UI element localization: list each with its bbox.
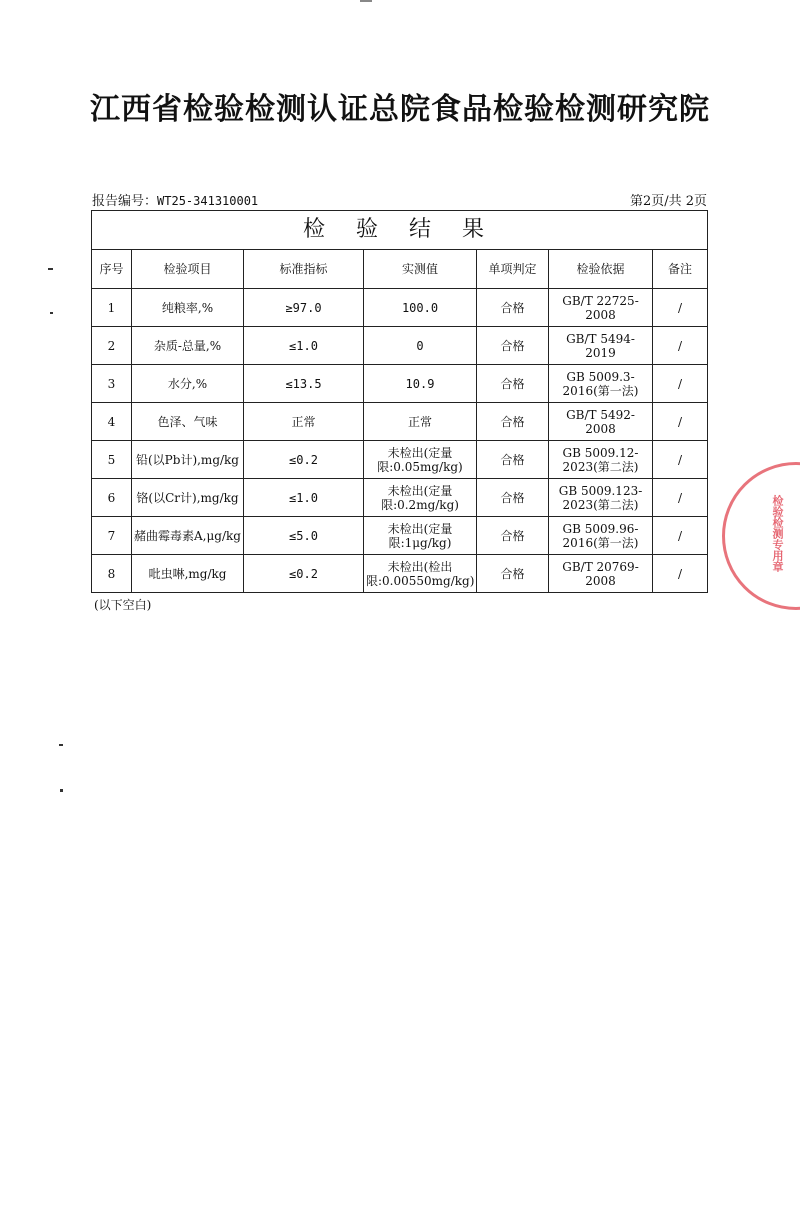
- cell-remark: /: [653, 403, 708, 441]
- cell-item: 铅(以Pb计),mg/kg: [132, 441, 244, 479]
- cell-verdict: 合格: [477, 555, 549, 593]
- column-header: 实测值: [364, 250, 477, 289]
- table-row: [92, 441, 708, 479]
- cell-item: 赭曲霉毒素A,μg/kg: [132, 517, 244, 555]
- cell-measured: 未检出(定量限:1μg/kg): [364, 517, 477, 555]
- report-info-line: [92, 190, 707, 208]
- cell-measured: 正常: [364, 403, 477, 441]
- cell-measured: 未检出(检出限:0.00550mg/kg): [364, 555, 477, 593]
- cell-verdict: 合格: [477, 365, 549, 403]
- cell-basis: GB/T 22725-2008: [549, 289, 653, 327]
- stamp-text: 检验检测专用章: [771, 495, 784, 572]
- report-number-label: 报告编号：: [92, 194, 158, 209]
- scan-speck: [59, 744, 63, 746]
- cell-basis: GB 5009.3-2016(第一法): [549, 365, 653, 403]
- cell-verdict: 合格: [477, 327, 549, 365]
- cell-basis: GB 5009.96-2016(第一法): [549, 517, 653, 555]
- cell-item: 纯粮率,%: [132, 289, 244, 327]
- scan-speck: [50, 312, 53, 314]
- cell-measured: 0: [364, 327, 477, 365]
- cell-verdict: 合格: [477, 289, 549, 327]
- cell-verdict: 合格: [477, 517, 549, 555]
- cell-remark: /: [653, 479, 708, 517]
- cell-no: 7: [92, 517, 132, 555]
- blank-below-note: (以下空白): [94, 598, 152, 612]
- table-row: [92, 289, 708, 327]
- page-title: 江西省检验检测认证总院食品检验检测研究院: [90, 92, 710, 127]
- scan-speck: [360, 0, 372, 2]
- cell-item: 色泽、气味: [132, 403, 244, 441]
- cell-no: 1: [92, 289, 132, 327]
- cell-remark: /: [653, 555, 708, 593]
- table-row: [92, 327, 708, 365]
- table-row: [92, 517, 708, 555]
- cell-measured: 100.0: [364, 289, 477, 327]
- cell-verdict: 合格: [477, 479, 549, 517]
- table-row: [92, 555, 708, 593]
- cell-item: 铬(以Cr计),mg/kg: [132, 479, 244, 517]
- cell-standard: ≥97.0: [244, 289, 364, 327]
- cell-standard: ≤1.0: [244, 479, 364, 517]
- table-row: [92, 365, 708, 403]
- cell-item: 杂质-总量,%: [132, 327, 244, 365]
- cell-measured: 10.9: [364, 365, 477, 403]
- table-row: [92, 403, 708, 441]
- column-header: 备注: [653, 250, 708, 289]
- cell-basis: GB/T 5492-2008: [549, 403, 653, 441]
- column-header: 单项判定: [477, 250, 549, 289]
- cell-verdict: 合格: [477, 403, 549, 441]
- cell-verdict: 合格: [477, 441, 549, 479]
- column-header-row: [92, 250, 708, 289]
- official-stamp: [722, 462, 800, 610]
- report-number-value: WT25-341310001: [157, 194, 259, 208]
- cell-remark: /: [653, 327, 708, 365]
- section-title-row: [92, 211, 708, 250]
- page-indicator: 第2页/共 2页: [629, 194, 707, 209]
- cell-remark: /: [653, 365, 708, 403]
- cell-no: 3: [92, 365, 132, 403]
- cell-standard: ≤0.2: [244, 441, 364, 479]
- cell-item: 吡虫啉,mg/kg: [132, 555, 244, 593]
- column-header: 检验依据: [549, 250, 653, 289]
- cell-item: 水分,%: [132, 365, 244, 403]
- scan-speck: [60, 789, 63, 792]
- cell-basis: GB/T 5494-2019: [549, 327, 653, 365]
- cell-no: 2: [92, 327, 132, 365]
- cell-basis: GB 5009.12-2023(第二法): [549, 441, 653, 479]
- report-number: [92, 190, 258, 209]
- section-title: 检 验 结 果: [92, 211, 708, 250]
- column-header: 检验项目: [132, 250, 244, 289]
- cell-remark: /: [653, 517, 708, 555]
- column-header: 序号: [92, 250, 132, 289]
- cell-standard: ≤0.2: [244, 555, 364, 593]
- table-row: [92, 479, 708, 517]
- cell-no: 8: [92, 555, 132, 593]
- cell-basis: GB/T 20769-2008: [549, 555, 653, 593]
- cell-measured: 未检出(定量限:0.2mg/kg): [364, 479, 477, 517]
- cell-standard: ≤1.0: [244, 327, 364, 365]
- cell-no: 6: [92, 479, 132, 517]
- cell-basis: GB 5009.123-2023(第二法): [549, 479, 653, 517]
- column-header: 标准指标: [244, 250, 364, 289]
- cell-standard: 正常: [244, 403, 364, 441]
- cell-measured: 未检出(定量限:0.05mg/kg): [364, 441, 477, 479]
- cell-remark: /: [653, 441, 708, 479]
- cell-no: 5: [92, 441, 132, 479]
- cell-standard: ≤13.5: [244, 365, 364, 403]
- cell-no: 4: [92, 403, 132, 441]
- cell-standard: ≤5.0: [244, 517, 364, 555]
- cell-remark: /: [653, 289, 708, 327]
- scan-speck: [48, 268, 53, 270]
- results-table: [91, 210, 708, 593]
